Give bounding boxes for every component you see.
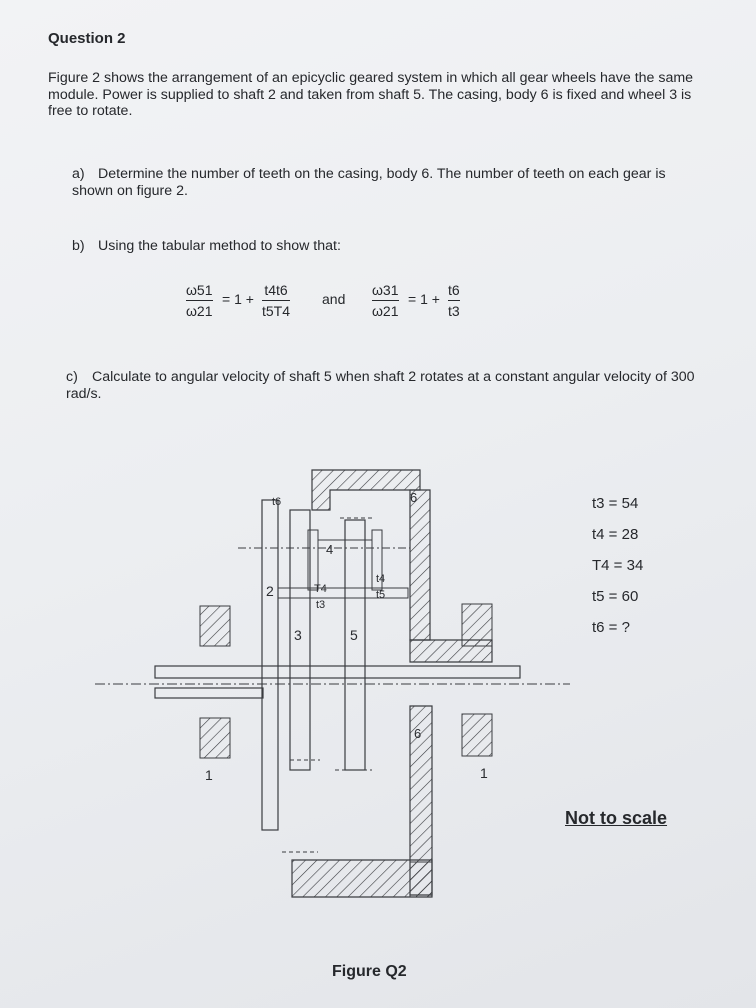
figure-caption: Figure Q2 [332,963,407,980]
label-4: 4 [326,542,334,557]
teeth-list [592,488,643,643]
casing-corner [410,862,432,897]
eq2-rhs-num: t6 [448,282,460,298]
bearing-right-bottom [462,714,492,756]
planet-pin [278,588,408,598]
bearing-left-top [200,606,230,646]
equations [180,280,500,330]
gear-5 [345,520,365,770]
part-c-text: Calculate to angular velocity of shaft 5 when shaft 2 rotates at a constant angular velocity of 300 rad/s. [66,369,695,402]
label-t6: t6 [272,496,282,508]
eq1-lhs-den: ω21 [186,303,213,319]
label-6-bottom: 6 [414,726,422,741]
eq1-rhs-num: t4t6 [264,282,288,298]
eq2-lhs-den: ω21 [372,303,399,319]
carrier-arm-2 [262,500,278,830]
eq2-rhs-den: t3 [448,303,460,319]
part-a-label: a) [72,166,85,182]
eq1-rhs-fraction [262,282,290,319]
eq1-lhs-num: ω51 [186,282,213,298]
part-a [72,166,702,199]
equation-joiner: and [322,291,346,307]
label-t3: t3 [316,599,326,611]
input-shaft-sleeve [155,688,263,698]
part-c-label: c) [66,369,78,385]
teeth-T4: T4 = 34 [592,557,644,574]
eq2-mid: = 1 + [408,291,440,307]
eq2-rhs-fraction [448,282,460,319]
label-6-top: 6 [410,490,418,505]
eq1-mid: = 1 + [222,291,254,307]
main-shaft [155,666,520,678]
not-to-scale-note: Not to scale [565,808,668,828]
part-b [72,238,702,255]
casing-top [312,470,420,510]
teeth-t6: t6 = ? [592,619,630,636]
eq2-lhs-fraction [372,282,399,319]
label-3: 3 [294,627,302,643]
teeth-t3: t3 = 54 [592,495,639,512]
label-5: 5 [350,627,358,643]
part-c [66,369,696,402]
casing-shaft-flange-top [410,640,492,662]
part-b-label: b) [72,238,85,254]
part-b-text: Using the tabular method to show that: [98,238,341,254]
label-t4: t4 [376,573,386,585]
label-T4: T4 [314,583,327,595]
casing-right-upper [410,490,430,640]
part-a-text: Determine the number of teeth on the casing, body 6. The number of teeth on each gear is shown on figure 2. [72,166,666,199]
question-intro: Figure 2 shows the arrangement of an epicyclic geared system in which all gear wheels have the same module. Power is supplied to shaft 2 and taken from shaft 5. The casing, body 6 is fixed and wheel 3 is free to rotate. [48,70,694,119]
bearing-left-bottom [200,718,230,758]
question-title: Question 2 [48,30,126,47]
eq2-lhs-num: ω31 [372,282,399,298]
teeth-t5: t5 = 60 [592,588,639,605]
eq1-lhs-fraction [186,282,213,319]
label-t5: t5 [376,589,386,601]
eq1-rhs-den: t5T4 [262,303,291,319]
label-1-right: 1 [480,765,488,781]
teeth-t4: t4 = 28 [592,526,639,543]
label-2: 2 [266,583,274,599]
label-1-left: 1 [205,767,213,783]
